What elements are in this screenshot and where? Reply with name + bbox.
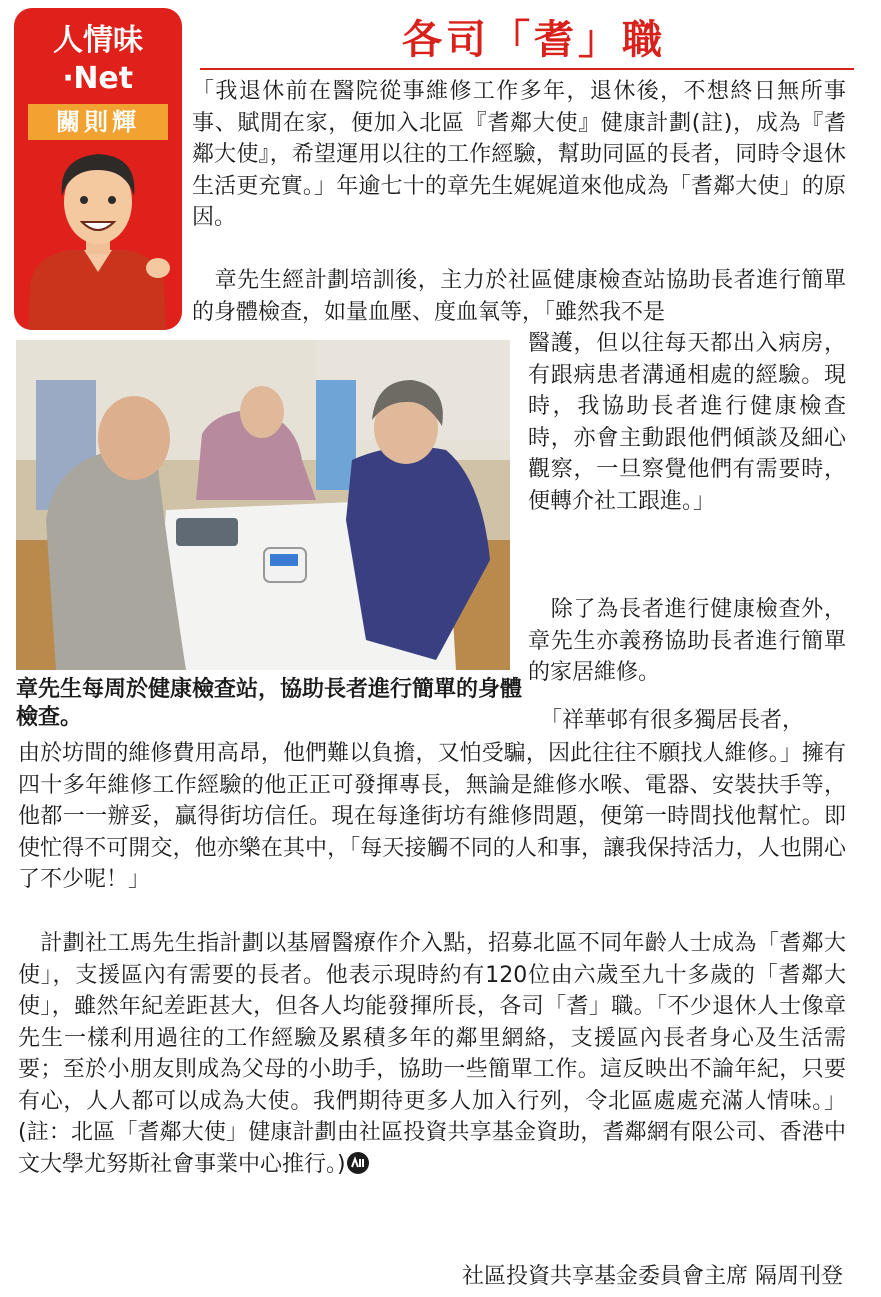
column-title-line1: 人情味 [53, 23, 143, 58]
newspaper-logo-icon [346, 1151, 370, 1175]
photo-caption: 章先生每周於健康檢查站，協助長者進行簡單的身體檢查。 [16, 677, 523, 730]
headline-rule [200, 68, 854, 70]
article-photo [16, 340, 510, 670]
paragraph-1: 「我退休前在醫院從事維修工作多年，退休後，不想終日無所事事、賦閒在家，便加入北區『耆鄰大使』健康計劃(註)，成為『耆鄰大使』，希望運用以往的工作經驗，幫助同區的長者，同時令退休生活更充實。」年逾七十的章先生娓娓道來他成為「耆鄰大使」的原因。 [192, 79, 846, 230]
article-footer: 社區投資共享基金委員會主席 隔周刊登 [462, 1264, 843, 1289]
paragraph-5 [18, 928, 846, 1180]
column-title-line2: ‧Net [62, 61, 134, 96]
author-name: 關則輝 [28, 104, 168, 140]
paragraph-4-rest: 由於坊間的維修費用高昂，他們難以負擔，又怕受騙，因此往往不願找人維修。」擁有四十多年維修工作經驗的他正正可發揮專長，無論是維修水喉、電器、安裝扶手等，他都一一辦妥，贏得街坊信任。現在每逢街坊有維修問題，便第一時間找他幫忙。即使忙得不可開交，他亦樂在其中，「每天接觸不同的人和事，讓我保持活力，人也開心了不少呢！」 [18, 741, 846, 892]
paragraph-3-side: 除了為長者進行健康檢查外，章先生亦義務協助長者進行簡單的家居維修。 [528, 597, 846, 685]
article-headline: 各司「耆」職 [402, 17, 666, 63]
paragraph-2-top: 章先生經計劃培訓後，主力於社區健康檢查站協助長者進行簡單的身體檢查，如量血壓、度血氧等，「雖然我不是 [192, 268, 846, 325]
paragraph-5-text: 計劃社工馬先生指計劃以基層醫療作介入點，招募北區不同年齡人士成為「耆鄰大使」，支援區內有需要的長者。他表示現時約有120位由六歲至九十多歲的「耆鄰大使」，雖然年紀差距甚大，但各人均能發揮所長，各司「耆」職。「不少退休人士像章先生一樣利用過往的工作經驗及累積多年的鄰里網絡，支援區內長者身心及生活需要；至於小朋友則成為父母的小助手，協助一些簡單工作。這反映出不論年紀，只要有心，人人都可以成為大使。我們期待更多人加入行列，令北區處處充滿人情味。」(註：北區「耆鄰大使」健康計劃由社區投資共享基金資助，耆鄰網有限公司、香港中文大學尤努斯社會事業中心推行。) [18, 931, 846, 1177]
author-caricature [14, 144, 182, 330]
paragraph-2-side: 醫護，但以往每天都出入病房，有跟病患者溝通相處的經驗。現時，我協助長者進行健康檢查時，亦會主動跟他們傾談及細心觀察，一旦察覺他們有需要時，便轉介社工跟進。」 [528, 331, 846, 514]
column-title [14, 22, 182, 98]
column-badge [14, 8, 182, 330]
paragraph-4-side: 「祥華邨有很多獨居長者， [540, 708, 805, 733]
